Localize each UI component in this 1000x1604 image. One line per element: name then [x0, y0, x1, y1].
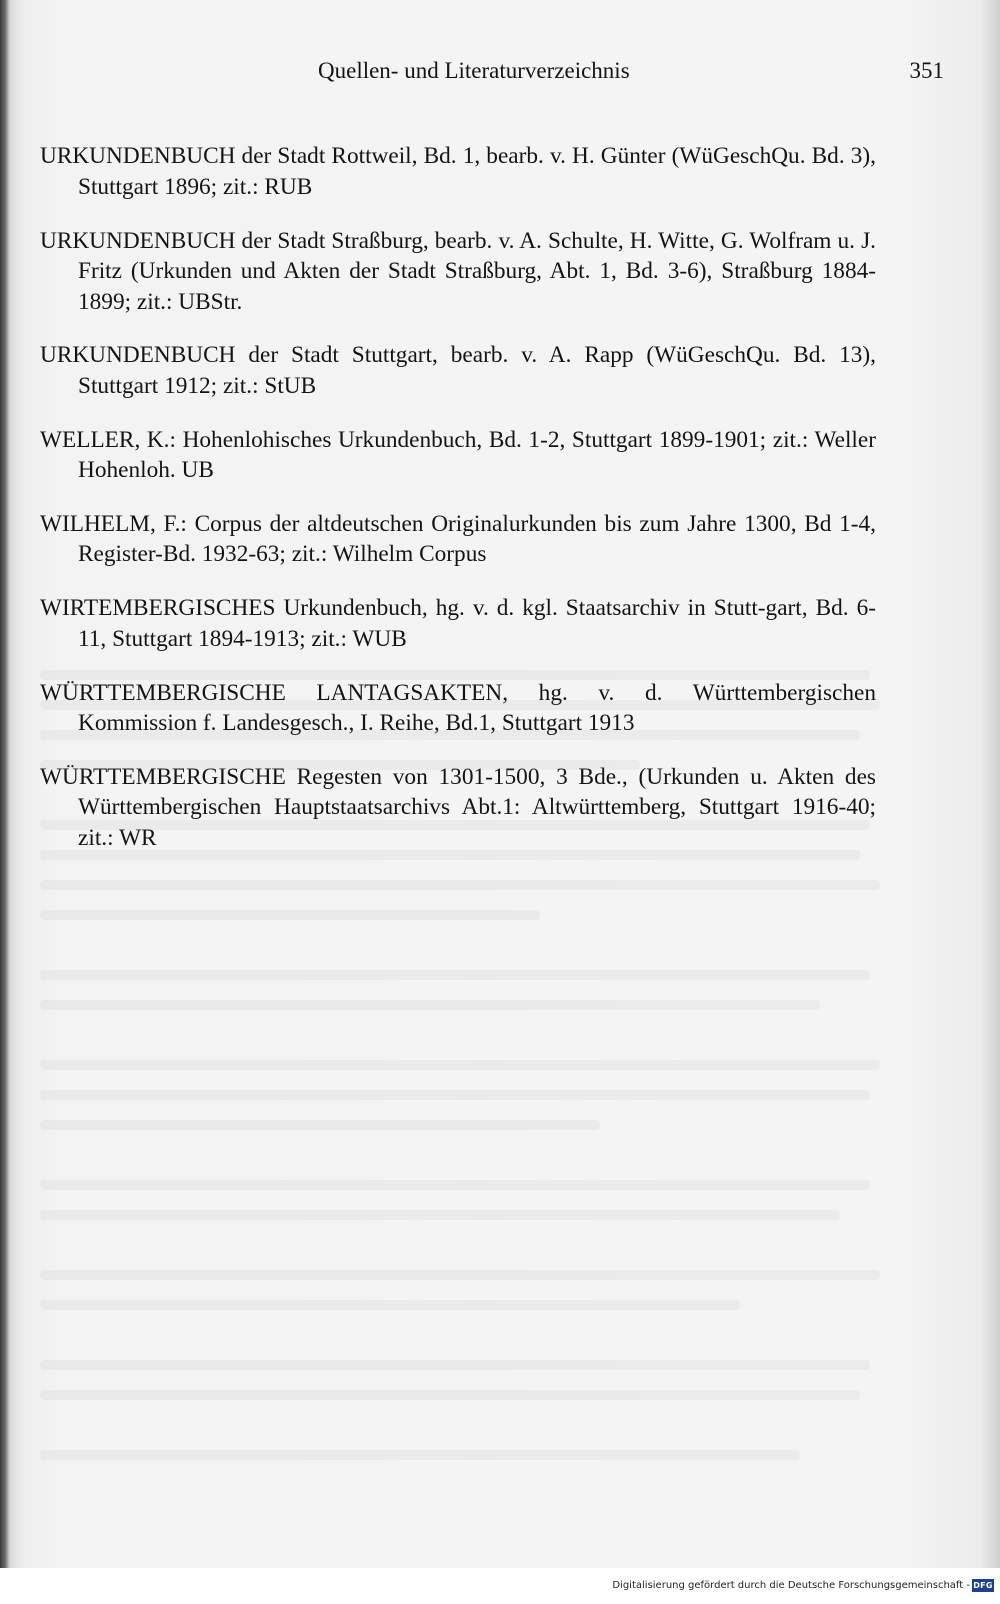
- bibliography-entry: WÜRTTEMBERGISCHE LANTAGSAKTEN, hg. v. d. Württembergischen Kommission f. Landesgesch., I. Reihe, Bd.1, Stuttgart 1913: [40, 679, 876, 737]
- dfg-logo-icon: DFG: [973, 1581, 993, 1590]
- bibliography-entry: URKUNDENBUCH der Stadt Straßburg, bearb. v. A. Schulte, H. Witte, G. Wolfram u. J. Fritz (Urkunden und Akten der Stadt Straßburg, Abt. 1, Bd. 3-6), Straßburg 1884-1899; zit.: UBStr.: [40, 227, 876, 315]
- page-header: [0, 58, 1000, 90]
- footer-credit: Digitalisierung gefördert durch die Deutsche Forschungsgemeinschaft -: [612, 1580, 970, 1591]
- running-head: Quellen- und Literaturverzeichnis: [318, 58, 630, 83]
- bibliography-list: [40, 118, 876, 853]
- digitization-footer: [0, 1568, 1000, 1604]
- bibliography-entry: WELLER, K.: Hohenlohisches Urkundenbuch, Bd. 1-2, Stuttgart 1899-1901; zit.: Weller Hohenloh. UB: [40, 426, 876, 484]
- bibliography-entry: URKUNDENBUCH der Stadt Stuttgart, bearb. v. A. Rapp (WüGeschQu. Bd. 13), Stuttgart 1912; zit.: StUB: [40, 342, 876, 399]
- bibliography-entry: WÜRTTEMBERGISCHE Regesten von 1301-1500, 3 Bde., (Urkunden u. Akten des Württembergischen Hauptstaatsarchivs Abt.1: Altwürttemberg, Stuttgart 1916-40; zit.: WR: [40, 763, 876, 851]
- page-number: 351: [909, 58, 944, 83]
- bibliography-entry: URKUNDENBUCH der Stadt Rottweil, Bd. 1, bearb. v. H. Günter (WüGeschQu. Bd. 3), Stuttgart 1896; zit.: RUB: [40, 143, 876, 200]
- bibliography-entry: WIRTEMBERGISCHES Urkundenbuch, hg. v. d. kgl. Staatsarchiv in Stutt-gart, Bd. 6-11, Stuttgart 1894-1913; zit.: WUB: [40, 595, 876, 652]
- bibliography-entry: WILHELM, F.: Corpus der altdeutschen Originalurkunden bis zum Jahre 1300, Bd 1-4, Register-Bd. 1932-63; zit.: Wilhelm Corpus: [40, 510, 876, 568]
